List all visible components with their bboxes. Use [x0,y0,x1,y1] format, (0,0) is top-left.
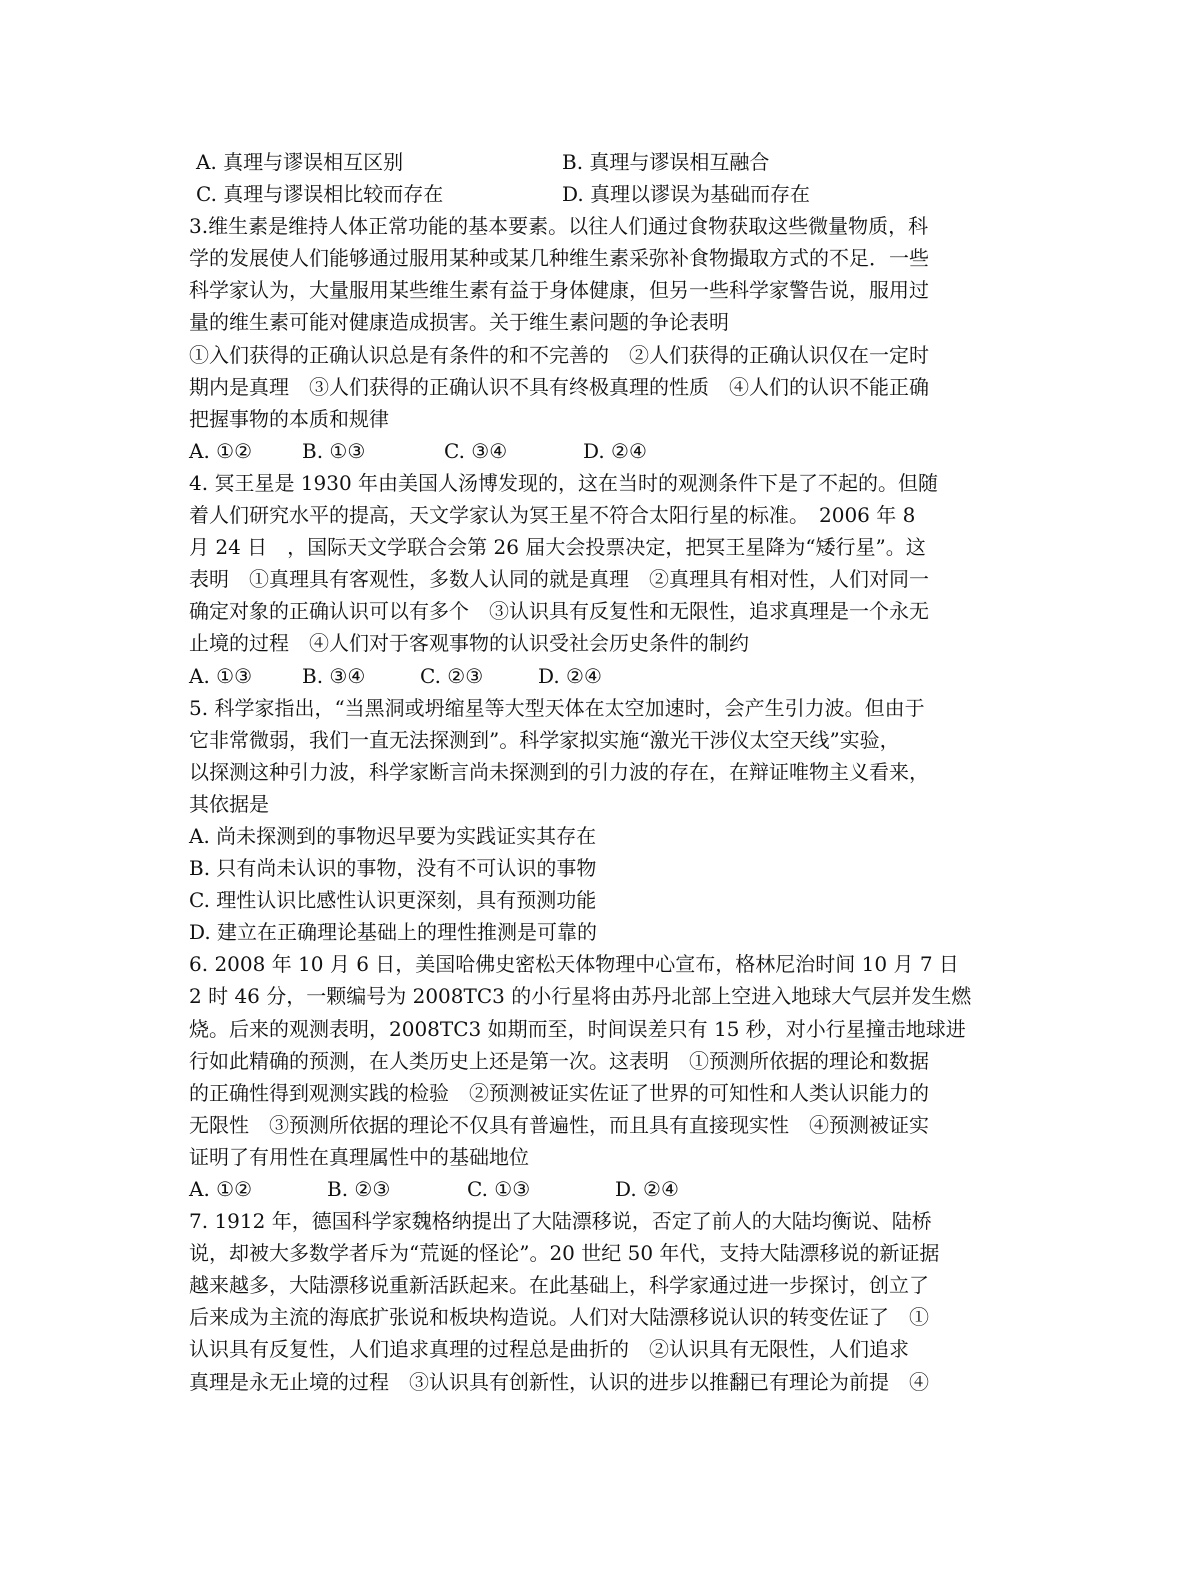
q3-text-line: 期内是真理 ③人们获得的正确认识不具有终极真理的性质 ④人们的认识不能正确 [189,374,929,399]
q3-option-d: D. ②④ [583,438,647,463]
q4-text-line: 止境的过程 ④人们对于客观事物的认识受社会历史条件的制约 [189,631,749,656]
q5-option-c: C. 理性认识比感性认识更深刻，具有预测功能 [189,888,597,913]
q4-text-line: 月 24 日 ，国际天文学联合会第 26 届大会投票决定，把冥王星降为“矮行星”。这 [189,535,926,560]
q3-text-line: 学的发展使人们能够通过服用某种或某几种维生素采弥补食物撮取方式的不足．一些 [189,246,929,271]
q6-text-line: 2 时 46 分，一颗编号为 2008TC3 的小行星将由苏丹北部上空进入地球大气层并发生燃 [189,984,972,1009]
q4-option-b: B. ③④ [302,663,366,688]
q5-option-b: B. 只有尚未认识的事物，没有不可认识的事物 [189,856,597,881]
q4-text-line: 表明 ①真理具有客观性，多数人认同的就是真理 ②真理具有相对性，人们对同一 [189,567,929,592]
q3-text-line: 科学家认为，大量服用某些维生素有益于身体健康，但另一些科学家警告说，服用过 [189,278,929,303]
q7-text-line: 越来越多，大陆漂移说重新活跃起来。在此基础上，科学家通过进一步探讨，创立了 [189,1273,929,1298]
q2-option-d: D. 真理以谬误为基础而存在 [562,182,811,207]
question-5 [189,692,995,949]
q3-text-line: ①入们获得的正确认识总是有条件的和不完善的 ②人们获得的正确认识仅在一定时 [189,342,929,367]
q5-text-line: 5. 科学家指出，“当黑洞或坍缩星等大型天体在太空加速时，会产生引力波。但由于 [189,695,925,720]
q7-text-line: 真理是永无止境的过程 ③认识具有创新性，认识的进步以推翻已有理论为前提 ④ [189,1369,929,1394]
question-6 [189,948,995,1205]
q3-option-b: B. ①③ [302,438,366,463]
q6-option-c: C. ①③ [467,1177,531,1201]
q5-option-d: D. 建立在正确理论基础上的理性推测是可靠的 [189,920,598,945]
q6-text-line: 烧。后来的观测表明，2008TC3 如期而至，时间误差只有 15 秒，对小行星撞击地球进 [189,1016,966,1041]
q7-text-line: 后来成为主流的海底扩张说和板块构造说。人们对大陆漂移说认识的转变佐证了 ① [189,1305,929,1330]
q4-text-line: 着人们研究水平的提高，天文学家认为冥王星不符合太阳行星的标准。 2006 年 8 [189,503,916,528]
q2-option-a: A. 真理与谬误相互区别 [196,150,404,174]
q4-option-a: A. ①③ [189,663,253,688]
q6-text-line: 无限性 ③预测所依据的理论不仅具有普遍性，而且具有直接现实性 ④预测被证实 [189,1112,929,1137]
q5-text-line: 它非常微弱，我们一直无法探测到”。科学家拟实施“激光干涉仪太空天线”实验， [189,727,900,752]
q6-text-line: 证明了有用性在真理属性中的基础地位 [189,1144,529,1169]
q4-text-line: 确定对象的正确认识可以有多个 ③认识具有反复性和无限性，追求真理是一个永无 [189,599,929,624]
q4-option-c: C. ②③ [420,663,484,688]
q3-option-c: C. ③④ [444,438,508,463]
q3-option-a: A. ①② [189,438,253,463]
q6-text-line: 行如此精确的预测，在人类历史上还是第一次。这表明 ①预测所依据的理论和数据 [189,1048,929,1073]
q6-option-d: D. ②④ [615,1177,679,1201]
question-4 [189,467,995,692]
q3-text-line: 把握事物的本质和规律 [189,406,389,431]
q6-options [189,1173,995,1205]
q4-option-d: D. ②④ [538,663,602,688]
exam-page [189,146,995,1398]
q5-text-line: 以探测这种引力波，科学家断言尚未探测到的引力波的存在，在辩证唯物主义看来， [189,759,929,784]
q4-text-line: 4. 冥王星是 1930 年由美国人汤博发现的，这在当时的观测条件下是了不起的。但随 [189,470,939,495]
q2-option-c: C. 真理与谬误相比较而存在 [196,182,444,207]
q7-text-line: 7. 1912 年，德国科学家魏格纳提出了大陆漂移说，否定了前人的大陆均衡说、陆桥 [189,1209,932,1234]
q5-option-a: A. 尚未探测到的事物迟早要为实践证实其存在 [189,823,597,848]
q7-text-line: 说，却被大多数学者斥为“荒诞的怪论”。20 世纪 50 年代，支持大陆漂移说的新证据 [189,1241,940,1266]
q7-text-line: 认识具有反复性，人们追求真理的过程总是曲折的 ②认识具有无限性，人们追求 [189,1337,909,1362]
q3-text-line: 3.维生素是维持人体正常功能的基本要素。以往人们通过食物获取这些微量物质，科 [189,214,929,239]
q2-options-row-2 [189,178,995,210]
q3-options [189,435,995,467]
question-7 [189,1205,995,1398]
q6-text-line: 的正确性得到观测实践的检验 ②预测被证实佐证了世界的可知性和人类认识能力的 [189,1080,929,1105]
q2-options-row-1 [189,146,995,178]
q6-text-line: 6. 2008 年 10 月 6 日，美国哈佛史密松天体物理中心宣布，格林尼治时间 10 月 7 日 [189,952,959,977]
q5-text-line: 其依据是 [189,791,269,816]
q3-text-line: 量的维生素可能对健康造成损害。关于维生素问题的争论表明 [189,310,729,335]
q6-option-b: B. ②③ [327,1177,391,1201]
question-3 [189,210,995,467]
q4-options [189,660,995,692]
q6-option-a: A. ①② [189,1177,253,1201]
q2-option-b: B. 真理与谬误相互融合 [562,150,770,174]
